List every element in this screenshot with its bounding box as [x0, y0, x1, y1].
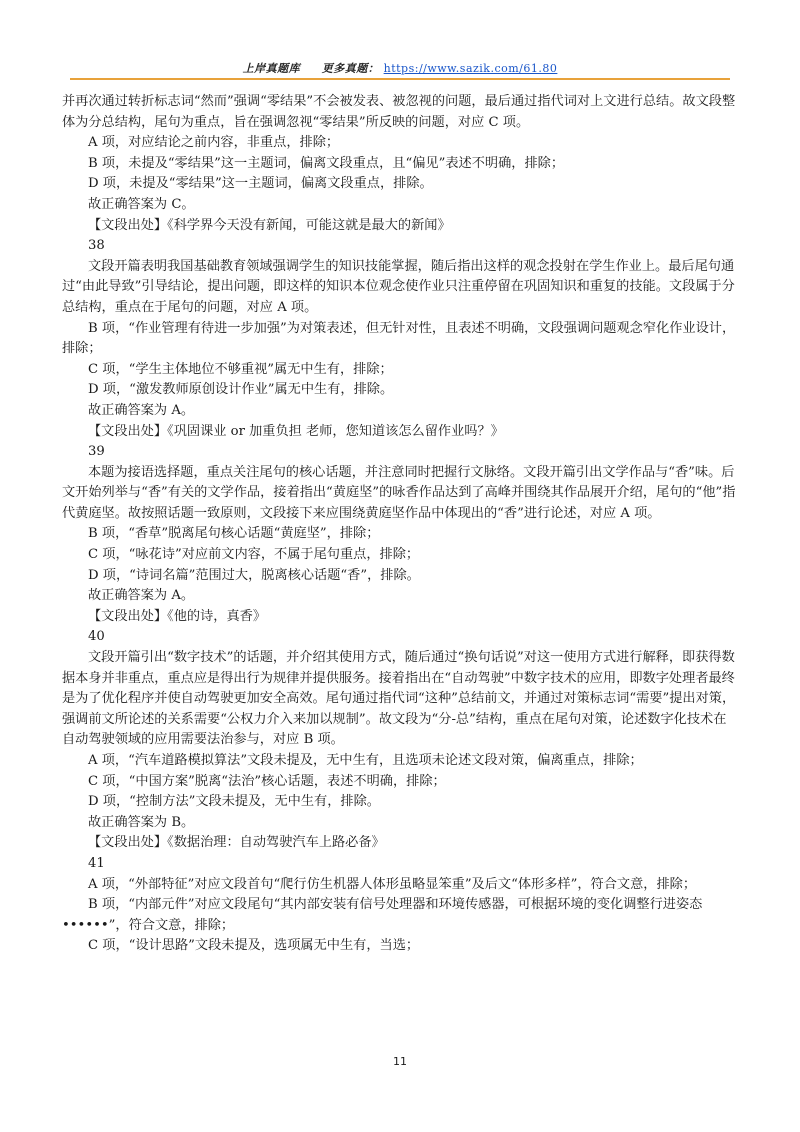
paragraph: D 项，“激发教师原创设计作业”属无中生有，排除。	[88, 382, 394, 398]
paragraph: 【文段出处】《他的诗，真香》	[88, 608, 267, 624]
paragraph: D 项，“诗词名篇”范围过大，脱离核心话题“香”，排除。	[88, 567, 420, 583]
paragraph: 【文段出处】《巩固课业 or 加重负担 老师，您知道该怎么留作业吗？》	[88, 423, 504, 439]
paragraph: D 项，未提及“零结果”这一主题词，偏离文段重点，排除。	[88, 176, 433, 192]
paragraph: 40	[88, 629, 105, 645]
paragraph: 文段开篇表明我国基础教育领域强调学生的知识技能掌握，随后指出这样的观念投射在学生作业上。最后尾句通过“由此导致”引导结论，提出问题，即这样的知识本位观念使作业只注重停留在巩固知识和重复的技能。文段属于分总结构，重点在于尾句的问题，对应 A 项。	[62, 258, 735, 315]
page-header	[70, 60, 730, 76]
paragraph: B 项，“香草”脱离尾句核心话题“黄庭坚”，排除；	[88, 526, 380, 542]
paragraph: C 项，“设计思路”文段未提及，选项属无中生有，当选；	[88, 938, 420, 954]
paragraph: 39	[88, 444, 105, 460]
paragraph: 本题为接语选择题，重点关注尾句的核心话题，并注意同时把握行文脉络。文段开篇引出文学作品与“香”味。后文开始列举与“香”有关的文学作品，接着指出“黄庭坚”的咏香作品达到了高峰并围绕其作品展开介绍，尾句的“他”指代黄庭坚。故按照话题一致原则，文段接下来应围绕黄庭坚作品中体现出的“香”进行论述，对应 A 项。	[62, 464, 736, 521]
paragraph: 故正确答案为 A。	[88, 588, 195, 604]
document-body	[62, 92, 738, 957]
header-divider	[70, 78, 730, 80]
header-brand: 上岸真题库	[242, 62, 301, 75]
paragraph: C 项，“中国方案”脱离“法治”核心话题，表述不明确，排除；	[88, 773, 446, 789]
paragraph: 故正确答案为 A。	[88, 402, 195, 418]
header-more-label: 更多真题：	[321, 62, 380, 75]
paragraph: B 项，“内部元件”对应文段尾句“其内部安装有信号处理器和环境传感器，可根据环境的变化调整行进姿态••••••”，符合文意，排除；	[62, 897, 703, 933]
paragraph: A 项，对应结论之前内容，非重点，排除；	[88, 135, 340, 151]
header-link[interactable]: https://www.sazik.com/61.80	[383, 62, 558, 75]
paragraph: B 项，未提及“零结果”这一主题词，偏离文段重点，且“偏见”表述不明确，排除；	[88, 155, 565, 171]
paragraph: 【文段出处】《科学界今天没有新闻，可能这就是最大的新闻》	[88, 217, 451, 233]
paragraph: 并再次通过转折标志词“然而”强调“零结果”不会被发表、被忽视的问题，最后通过指代词对上文进行总结。故文段整体为分总结构，尾句为重点，旨在强调忽视“零结果”所反映的问题，对应 C 项。	[62, 94, 736, 130]
paragraph: 41	[88, 855, 105, 871]
paragraph: A 项，“外部特征”对应文段首句“爬行仿生机器人体形虽略显笨重”及后文“体形多样”，符合文意，排除；	[88, 876, 697, 892]
paragraph: 文段开篇引出“数字技术”的话题，并介绍其使用方式，随后通过“换句话说”对这一使用方式进行解释，即获得数据本身并非重点，重点应是得出行为规律并提供服务。接着指出在“自动驾驶”中数字技术的应用，即数字处理者最终是为了优化程序并使自动驾驶更加安全高效。尾句通过指代词“这种”总结前文，并通过对策标志词“需要”提出对策，强调前文所论述的关系需要“公权力介入来加以规制”。故文段为“分-总”结构，重点在尾句对策，论述数字化技术在自动驾驶领域的应用需要法治参与，对应 B 项。	[62, 650, 736, 748]
paragraph: B 项，“作业管理有待进一步加强”为对策表述，但无针对性，且表述不明确，文段强调问题观念窄化作业设计，排除；	[62, 320, 736, 357]
paragraph: C 项，“学生主体地位不够重视”属无中生有，排除；	[88, 361, 393, 377]
paragraph: 故正确答案为 C。	[88, 196, 195, 212]
paragraph: A 项，“汽车道路模拟算法”文段未提及，无中生有，且选项未论述文段对策，偏离重点，排除；	[88, 753, 643, 768]
paragraph: 故正确答案为 B。	[88, 814, 195, 830]
paragraph: D 项，“控制方法”文段未提及，无中生有，排除。	[88, 794, 380, 810]
paragraph: C 项，“咏花诗”对应前文内容，不属于尾句重点，排除；	[88, 547, 420, 563]
paragraph: 【文段出处】《数据治理：自动驾驶汽车上路必备》	[88, 835, 385, 851]
paragraph: 38	[88, 238, 105, 254]
page-number: 11	[393, 1055, 407, 1068]
